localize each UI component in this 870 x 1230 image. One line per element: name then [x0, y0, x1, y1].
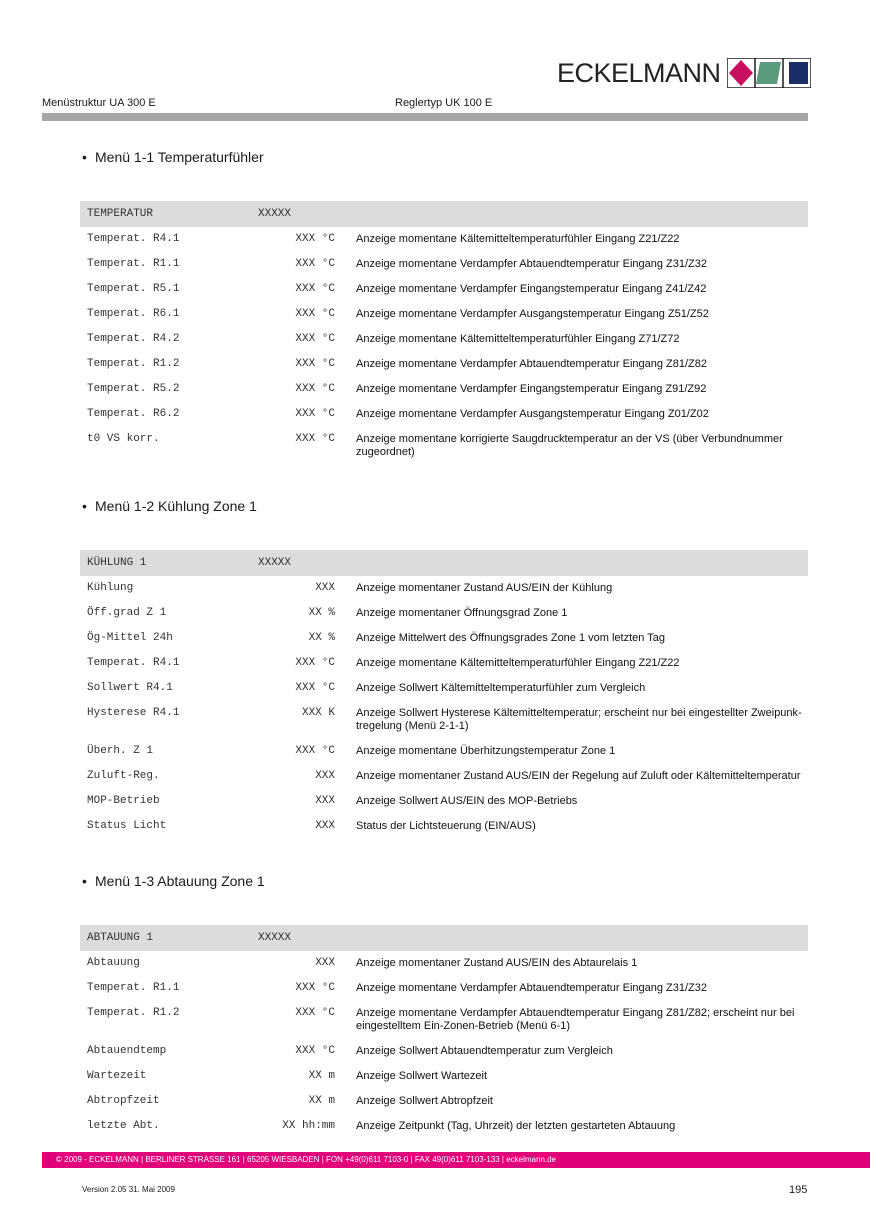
table-header-row — [80, 201, 808, 227]
param-name: Temperat. R1.2 — [87, 1007, 180, 1019]
param-description: Anzeige momentane Verdampfer Ausgangstemperatur Eingang Z51/Z52 — [356, 308, 709, 320]
param-value: XXX — [315, 957, 335, 969]
section-title-1-2 — [82, 498, 257, 514]
param-name: Temperat. R4.2 — [87, 333, 180, 345]
param-description: Anzeige Sollwert AUS/EIN des MOP-Betriebs — [356, 795, 578, 807]
param-name: Abtauung — [87, 957, 140, 969]
menu-header-value: XXXXX — [258, 550, 337, 576]
table-row — [80, 377, 808, 402]
param-value: XX hh:mm — [282, 1120, 335, 1132]
param-value: XXX °C — [295, 408, 335, 420]
table-row — [80, 576, 808, 601]
param-value: XXX °C — [295, 682, 335, 694]
table-row — [80, 1089, 808, 1114]
table-row — [80, 651, 808, 676]
param-value: XXX °C — [295, 1045, 335, 1057]
param-description: Anzeige momentane Kältemitteltemperaturfühler Eingang Z21/Z22 — [356, 657, 680, 669]
param-value: XXX °C — [295, 982, 335, 994]
table-row — [80, 1114, 808, 1139]
param-name: Temperat. R1.2 — [87, 358, 180, 370]
param-name: Temperat. R4.1 — [87, 233, 180, 245]
menu-header-blank — [337, 550, 808, 576]
table-row — [80, 701, 808, 739]
controller-type: Reglertyp UK 100 E — [395, 97, 493, 109]
param-description: Anzeige momentaner Zustand AUS/EIN der Kühlung — [356, 582, 613, 594]
param-value: XXX °C — [295, 657, 335, 669]
section-title-text: Menü 1-3 Abtauung Zone 1 — [95, 873, 265, 889]
bullet: • — [82, 149, 87, 165]
table-row — [80, 1064, 808, 1089]
header-divider — [42, 113, 808, 121]
param-value: XXX K — [301, 707, 335, 719]
param-name: Temperat. R6.2 — [87, 408, 180, 420]
param-value: XXX °C — [295, 258, 335, 270]
param-name: Temperat. R5.2 — [87, 383, 180, 395]
version-date: Version 2.05 31. Mai 2009 — [82, 1185, 175, 1194]
param-name: letzte Abt. — [87, 1120, 160, 1132]
param-description: Anzeige Zeitpunkt (Tag, Uhrzeit) der letzten gestarteten Abtauung — [356, 1120, 676, 1132]
param-description: Anzeige momentane Verdampfer Ausgangstemperatur Eingang Z01/Z02 — [356, 408, 709, 420]
param-name: Abtropfzeit — [87, 1095, 160, 1107]
bullet: • — [82, 873, 87, 889]
param-value: XXX — [315, 582, 335, 594]
table-row — [80, 739, 808, 764]
table-header-row — [80, 925, 808, 951]
table-row — [80, 302, 808, 327]
param-name: MOP-Betrieb — [87, 795, 160, 807]
param-value: XXX °C — [295, 745, 335, 757]
page-number: 195 — [789, 1184, 808, 1196]
menu-header-blank — [337, 201, 808, 227]
bullet: • — [82, 498, 87, 514]
section-title-text: Menü 1-2 Kühlung Zone 1 — [95, 498, 257, 514]
param-value: XXX °C — [295, 308, 335, 320]
param-value: XXX — [315, 820, 335, 832]
param-name: Temperat. R4.1 — [87, 657, 180, 669]
param-description: Anzeige Sollwert Kältemitteltemperaturfühler zum Vergleich — [356, 682, 646, 694]
menu-header-name: KÜHLUNG 1 — [80, 550, 258, 576]
menu-header-value: XXXXX — [258, 201, 337, 227]
param-name: Hysterese R4.1 — [87, 707, 180, 719]
param-value: XX m — [308, 1070, 335, 1082]
param-name: Status Licht — [87, 820, 167, 832]
param-description: Anzeige Sollwert Abtropfzeit — [356, 1095, 493, 1107]
menu-table-1-3 — [80, 925, 808, 1139]
param-description: Anzeige Sollwert Abtauendtemperatur zum Vergleich — [356, 1045, 613, 1057]
table-row — [80, 277, 808, 302]
menu-table-1-2 — [80, 550, 808, 839]
table-row — [80, 427, 808, 465]
param-value: XXX °C — [295, 383, 335, 395]
section-title-1-3 — [82, 873, 265, 889]
param-description: Anzeige momentane Überhitzungstemperatur Zone 1 — [356, 745, 616, 757]
param-value: XXX °C — [295, 233, 335, 245]
param-name: Temperat. R1.1 — [87, 258, 180, 270]
table-row — [80, 1001, 808, 1039]
param-description: Anzeige momentaner Öffnungsgrad Zone 1 — [356, 607, 568, 619]
table-row — [80, 976, 808, 1001]
param-description: Anzeige momentane Verdampfer Abtauendtemperatur Eingang Z81/Z82; erscheint nur bei eingestelltem Ein-Zonen-Betrieb (Menü 6-1) — [356, 1007, 795, 1032]
param-description: Anzeige momentaner Zustand AUS/EIN des Abtaurelais 1 — [356, 957, 638, 969]
param-name: Temperat. R6.1 — [87, 308, 180, 320]
table-row — [80, 1039, 808, 1064]
table-row — [80, 352, 808, 377]
param-description: Anzeige momentaner Zustand AUS/EIN der Regelung auf Zuluft oder Kältemitteltemperatur — [356, 770, 801, 782]
menu-header-name: TEMPERATUR — [80, 201, 258, 227]
param-name: t0 VS korr. — [87, 433, 160, 445]
table-row — [80, 789, 808, 814]
param-description: Anzeige Sollwert Hysterese Kältemitteltemperatur; erscheint nur bei eingestellter Zweipunk-tregelung (Menü 2-1-1) — [356, 707, 802, 732]
menu-header-name: ABTAUUNG 1 — [80, 925, 258, 951]
param-description: Anzeige momentane Verdampfer Abtauendtemperatur Eingang Z31/Z32 — [356, 982, 708, 994]
menu-header-blank — [337, 925, 808, 951]
param-description: Anzeige Mittelwert des Öffnungsgrades Zone 1 vom letzten Tag — [356, 632, 665, 644]
param-name: Kühlung — [87, 582, 134, 594]
table-row — [80, 601, 808, 626]
section-title-1-1 — [82, 149, 264, 165]
table-row — [80, 626, 808, 651]
table-header-row — [80, 550, 808, 576]
param-value: XX m — [308, 1095, 335, 1107]
param-name: Überh. Z 1 — [87, 745, 154, 757]
param-description: Status der Lichtsteuerung (EIN/AUS) — [356, 820, 536, 832]
param-description: Anzeige momentane Verdampfer Abtauendtemperatur Eingang Z81/Z82 — [356, 358, 708, 370]
param-name: Ög-Mittel 24h — [87, 632, 173, 644]
param-description: Anzeige momentane Kältemitteltemperaturfühler Eingang Z71/Z72 — [356, 333, 680, 345]
param-description: Anzeige momentane korrigierte Saugdrucktemperatur an der VS (über Verbundnummer zugeordnet) — [356, 433, 783, 458]
param-description: Anzeige momentane Verdampfer Abtauendtemperatur Eingang Z31/Z32 — [356, 258, 708, 270]
param-value: XXX — [315, 770, 335, 782]
menu-table-1-1 — [80, 201, 808, 465]
table-row — [80, 764, 808, 789]
param-name: Temperat. R1.1 — [87, 982, 180, 994]
table-row — [80, 951, 808, 976]
table-row — [80, 814, 808, 839]
param-description: Anzeige momentane Kältemitteltemperaturfühler Eingang Z21/Z22 — [356, 233, 680, 245]
param-description: Anzeige Sollwert Wartezeit — [356, 1070, 488, 1082]
table-row — [80, 327, 808, 352]
param-name: Abtauendtemp — [87, 1045, 167, 1057]
menu-header-value: XXXXX — [258, 925, 337, 951]
section-title-text: Menü 1-1 Temperaturfühler — [95, 149, 264, 165]
table-row — [80, 676, 808, 701]
param-value: XXX °C — [295, 358, 335, 370]
param-name: Temperat. R5.1 — [87, 283, 180, 295]
table-row — [80, 252, 808, 277]
logo-mark-icon — [727, 58, 811, 88]
param-name: Zuluft-Reg. — [87, 770, 160, 782]
param-value: XXX — [315, 795, 335, 807]
param-value: XX % — [308, 632, 335, 644]
param-value: XXX °C — [295, 283, 335, 295]
param-name: Wartezeit — [87, 1070, 147, 1082]
document-title: Menüstruktur UA 300 E — [42, 97, 156, 109]
footer-company-line: © 2009 - ECKELMANN | BERLINER STRASSE 161 | 65205 WIESBADEN | FON +49(0)611 7103-0 | FAX 49(0)611 7103-133 | eckelmann.de — [56, 1155, 557, 1164]
param-value: XXX °C — [295, 333, 335, 345]
param-description: Anzeige momentane Verdampfer Eingangstemperatur Eingang Z41/Z42 — [356, 283, 707, 295]
param-name: Sollwert R4.1 — [87, 682, 173, 694]
table-row — [80, 402, 808, 427]
param-description: Anzeige momentane Verdampfer Eingangstemperatur Eingang Z91/Z92 — [356, 383, 707, 395]
param-value: XXX °C — [295, 1007, 335, 1019]
table-row — [80, 227, 808, 252]
param-name: Öff.grad Z 1 — [87, 607, 167, 619]
param-value: XXX °C — [295, 433, 335, 445]
param-value: XX % — [308, 607, 335, 619]
company-logo — [557, 57, 811, 89]
logo-wordmark: ECKELMANN — [557, 57, 721, 88]
